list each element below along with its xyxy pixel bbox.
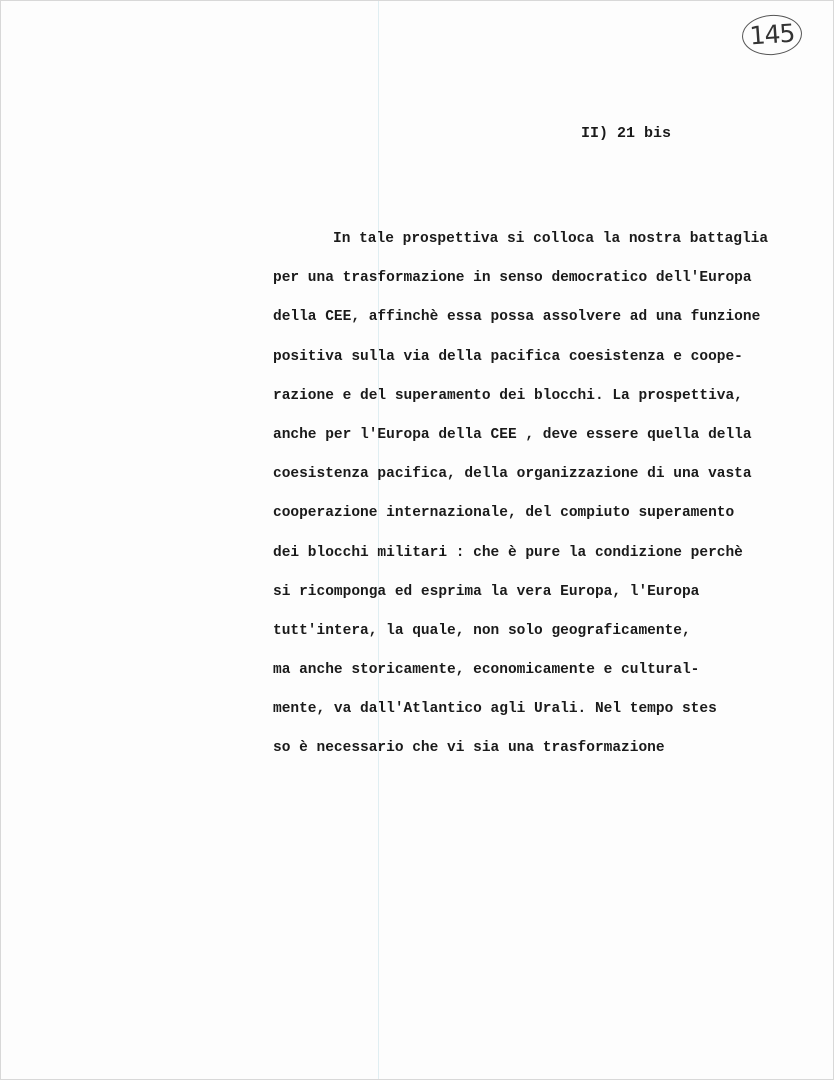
handwritten-page-number: 145 [741,13,804,57]
text-line: si ricomponga ed esprima la vera Europa, l'Europa [273,583,700,600]
text-line: anche per l'Europa della CEE , deve essere quella della [273,426,752,443]
text-line: della CEE, affinchè essa possa assolvere ad una funzione [273,309,761,326]
typewritten-paragraph [273,220,829,769]
text-line: mente, va dall'Atlantico agli Urali. Nel tempo stes [273,701,717,718]
text-line: cooperazione internazionale, del compiuto superamento [273,505,735,522]
text-line: razione e del superamento dei blocchi. La prospettiva, [273,387,743,404]
text-line: so è necessario che vi sia una trasformazione [273,740,665,757]
text-line: dei blocchi militari : che è pure la condizione perchè [273,544,743,561]
text-line: ma anche storicamente, economicamente e cultural- [273,662,700,679]
section-header: II) 21 bis [581,125,672,142]
text-line: tutt'intera, la quale, non solo geograficamente, [273,622,691,639]
text-line: coesistenza pacifica, della organizzazione di una vasta [273,466,752,483]
text-line: positiva sulla via della pacifica coesistenza e coope- [273,348,743,365]
text-line: In tale prospettiva si colloca la nostra battaglia [333,231,769,247]
text-line: per una trasformazione in senso democratico dell'Europa [273,270,752,287]
